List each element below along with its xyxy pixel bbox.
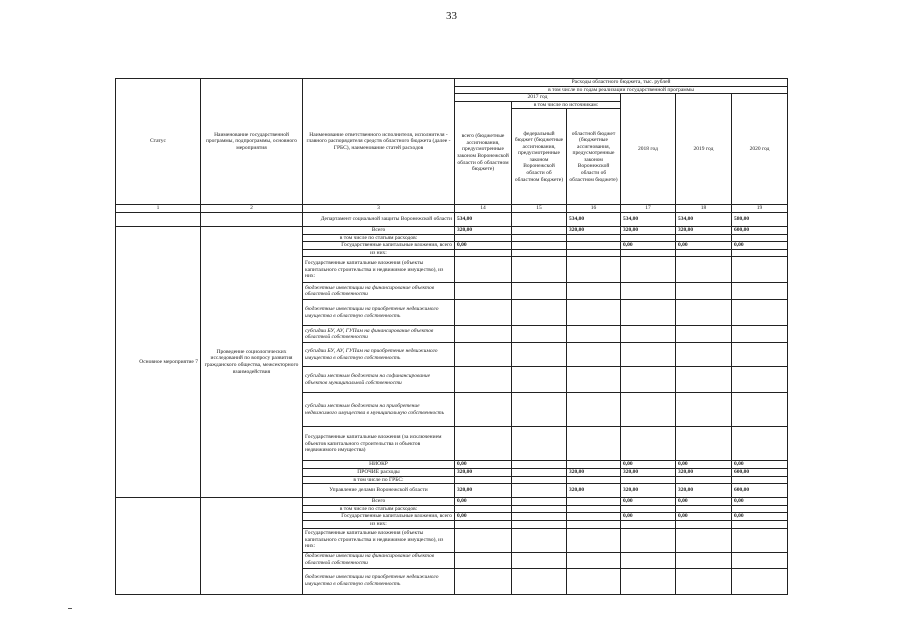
value-cell <box>621 552 676 568</box>
value-cell <box>676 520 732 528</box>
value-cell <box>621 257 676 283</box>
value-cell: 580,00 <box>732 212 788 226</box>
value-cell: 0,00 <box>455 242 512 250</box>
value-cell <box>512 461 567 469</box>
value-cell <box>512 552 567 568</box>
value-cell <box>512 242 567 250</box>
table-row <box>116 498 788 506</box>
value-cell <box>567 234 621 242</box>
value-cell <box>732 476 788 484</box>
value-cell: 320,00 <box>455 226 512 234</box>
empty-cell <box>201 212 303 226</box>
value-cell <box>512 343 567 367</box>
value-cell <box>621 283 676 300</box>
value-cell <box>732 234 788 242</box>
value-cell <box>512 468 567 476</box>
value-cell <box>567 300 621 326</box>
value-cell <box>455 249 512 257</box>
value-cell <box>676 234 732 242</box>
value-cell <box>621 476 676 484</box>
col-number: 17 <box>621 205 676 213</box>
value-cell <box>567 326 621 343</box>
value-cell <box>676 249 732 257</box>
header-by-sources: в том числе по источникам: <box>512 101 621 109</box>
value-cell <box>621 300 676 326</box>
value-cell <box>567 568 621 594</box>
value-cell <box>567 498 621 506</box>
value-cell <box>567 552 621 568</box>
value-cell <box>567 257 621 283</box>
value-cell <box>567 520 621 528</box>
value-cell: 320,00 <box>676 484 732 498</box>
header-status: Статус <box>116 79 201 205</box>
value-cell <box>455 326 512 343</box>
value-cell <box>512 427 567 461</box>
value-cell <box>732 326 788 343</box>
value-cell <box>567 343 621 367</box>
value-cell <box>512 476 567 484</box>
col-number: 15 <box>512 205 567 213</box>
value-cell: 534,00 <box>455 212 512 226</box>
value-cell: 0,00 <box>732 498 788 506</box>
col-number: 3 <box>303 205 455 213</box>
value-cell <box>455 476 512 484</box>
value-cell <box>732 300 788 326</box>
value-cell <box>676 257 732 283</box>
value-cell <box>621 505 676 513</box>
value-cell <box>455 505 512 513</box>
value-cell <box>512 283 567 300</box>
value-cell <box>512 257 567 283</box>
activity-status: Основное мероприятие 7 <box>116 226 201 497</box>
value-cell: 534,00 <box>676 212 732 226</box>
column-numbers-row <box>116 205 788 213</box>
value-cell: 534,00 <box>621 212 676 226</box>
value-cell <box>621 528 676 552</box>
row-label: субсидии БУ, АУ, ГУПам на финансирование объектов областной собственности <box>303 326 455 343</box>
value-cell: 0,00 <box>621 461 676 469</box>
empty-cell <box>116 212 201 226</box>
value-cell <box>455 393 512 427</box>
empty-cell <box>201 498 303 594</box>
value-cell <box>732 427 788 461</box>
row-label: Государственные капитальные вложения (за исключением объектов капитального строительства и объектов недвижимого имущества) <box>303 427 455 461</box>
value-cell <box>676 505 732 513</box>
value-cell <box>512 568 567 594</box>
col-number: 2 <box>201 205 303 213</box>
value-cell <box>455 568 512 594</box>
value-cell <box>676 568 732 594</box>
row-label: Государственные капитальные вложения (объекты капитального строительства и недвижимое имущество), из них: <box>303 257 455 283</box>
scan-mark <box>68 608 72 609</box>
value-cell: 0,00 <box>676 498 732 506</box>
value-cell <box>455 528 512 552</box>
row-label: бюджетные инвестиции на приобретение недвижимого имущества в областную собственность <box>303 568 455 594</box>
budget-table <box>115 78 788 595</box>
value-cell <box>621 249 676 257</box>
col-number: 1 <box>116 205 201 213</box>
row-label: субсидии местным бюджетам на софинансирование объектов муниципальной собственности <box>303 367 455 393</box>
value-cell <box>512 367 567 393</box>
value-cell: 0,00 <box>621 498 676 506</box>
value-cell: 0,00 <box>732 242 788 250</box>
value-cell <box>512 234 567 242</box>
value-cell <box>676 300 732 326</box>
value-cell <box>567 242 621 250</box>
value-cell <box>732 505 788 513</box>
value-cell <box>567 461 621 469</box>
value-cell <box>676 367 732 393</box>
value-cell <box>676 528 732 552</box>
value-cell <box>676 283 732 300</box>
value-cell <box>512 226 567 234</box>
value-cell <box>567 249 621 257</box>
row-label: в том числе по статьям расходов: <box>303 505 455 513</box>
value-cell <box>512 484 567 498</box>
value-cell <box>455 234 512 242</box>
value-cell: 0,00 <box>455 498 512 506</box>
value-cell: 0,00 <box>455 461 512 469</box>
value-cell <box>732 343 788 367</box>
value-cell: 600,00 <box>732 484 788 498</box>
value-cell <box>732 257 788 283</box>
row-label: ПРОЧИЕ расходы <box>303 468 455 476</box>
col-number: 18 <box>676 205 732 213</box>
department-label: Департамент социальной защиты Воронежской области <box>303 212 455 226</box>
value-cell <box>455 552 512 568</box>
value-cell <box>455 343 512 367</box>
value-cell <box>732 552 788 568</box>
value-cell <box>676 343 732 367</box>
row-label: Государственные капитальные вложения, всего <box>303 242 455 250</box>
value-cell: 320,00 <box>567 484 621 498</box>
value-cell: 320,00 <box>676 226 732 234</box>
value-cell <box>512 505 567 513</box>
value-cell <box>732 520 788 528</box>
value-cell <box>567 367 621 393</box>
value-cell: 0,00 <box>732 461 788 469</box>
value-cell <box>455 257 512 283</box>
value-cell: 320,00 <box>621 468 676 476</box>
row-label: Государственные капитальные вложения (объекты капитального строительства и недвижимое имущество), из них: <box>303 528 455 552</box>
value-cell <box>567 528 621 552</box>
table-row <box>116 226 788 234</box>
value-cell <box>567 513 621 521</box>
row-label: бюджетные инвестиции на финансирование объектов областной собственности <box>303 283 455 300</box>
department-row <box>116 212 788 226</box>
value-cell: 320,00 <box>621 226 676 234</box>
value-cell: 320,00 <box>455 484 512 498</box>
header-executor-name: Наименование ответственного исполнителя, исполнителя - главного распорядителя средств областного бюджета (далее - ГРБС), наименование статей расходов <box>303 79 455 205</box>
value-cell: 0,00 <box>676 513 732 521</box>
value-cell: 600,00 <box>732 468 788 476</box>
header-year-2017: 2017 год <box>455 94 621 102</box>
col-number: 16 <box>567 205 621 213</box>
value-cell <box>621 234 676 242</box>
value-cell <box>512 513 567 521</box>
value-cell <box>732 283 788 300</box>
value-cell <box>621 393 676 427</box>
value-cell <box>676 476 732 484</box>
header-year-2020: 2020 год <box>732 94 788 205</box>
value-cell <box>621 568 676 594</box>
row-label: НИОКР <box>303 461 455 469</box>
row-label: в том числе по ГРБС: <box>303 476 455 484</box>
header-total-2017: всего (бюджетные ассигнования, предусмотренные законом Воронежской области об областном бюджете) <box>455 101 512 205</box>
value-cell: 0,00 <box>455 513 512 521</box>
value-cell <box>676 552 732 568</box>
page-number: 33 <box>446 10 457 22</box>
row-label: из них: <box>303 520 455 528</box>
value-cell <box>732 528 788 552</box>
value-cell <box>621 520 676 528</box>
header-year-2019: 2019 год <box>676 94 732 205</box>
value-cell <box>512 498 567 506</box>
value-cell <box>512 249 567 257</box>
value-cell <box>512 393 567 427</box>
row-label: бюджетные инвестиции на финансирование объектов областной собственности <box>303 552 455 568</box>
col-number: 14 <box>455 205 512 213</box>
value-cell <box>512 300 567 326</box>
value-cell: 0,00 <box>676 242 732 250</box>
value-cell <box>567 393 621 427</box>
value-cell <box>455 283 512 300</box>
row-label: в том числе по статьям расходов: <box>303 234 455 242</box>
header-expenses: Расходы областного бюджета, тыс. рублей <box>455 79 788 87</box>
value-cell <box>732 568 788 594</box>
value-cell <box>455 520 512 528</box>
value-cell <box>512 212 567 226</box>
value-cell: 0,00 <box>621 513 676 521</box>
row-label: Управление делами Воронежской области <box>303 484 455 498</box>
value-cell <box>732 393 788 427</box>
value-cell <box>676 427 732 461</box>
value-cell: 320,00 <box>621 484 676 498</box>
value-cell <box>676 326 732 343</box>
value-cell <box>567 427 621 461</box>
value-cell: 320,00 <box>567 468 621 476</box>
value-cell: 0,00 <box>732 513 788 521</box>
value-cell <box>676 393 732 427</box>
value-cell: 600,00 <box>732 226 788 234</box>
value-cell: 0,00 <box>676 461 732 469</box>
value-cell <box>732 249 788 257</box>
row-label: Всего <box>303 498 455 506</box>
value-cell <box>621 367 676 393</box>
value-cell <box>621 343 676 367</box>
value-cell <box>512 520 567 528</box>
value-cell <box>455 300 512 326</box>
value-cell: 534,00 <box>567 212 621 226</box>
value-cell <box>621 427 676 461</box>
row-label: бюджетные инвестиции на приобретение недвижимого имущества в областную собственность <box>303 300 455 326</box>
row-label: Всего <box>303 226 455 234</box>
value-cell <box>455 367 512 393</box>
header-program-name: Наименование государственной программы, подпрограммы, основного мероприятия <box>201 79 303 205</box>
value-cell <box>567 505 621 513</box>
header-federal: федеральный бюджет (бюджетные ассигнования, предусмотренные законом Воронежской области об областном бюджете) <box>512 109 567 205</box>
value-cell <box>567 283 621 300</box>
value-cell <box>455 427 512 461</box>
header-regional: областной бюджет (бюджетные ассигнования, предусмотренные законом Воронежской области об областном бюджете) <box>567 109 621 205</box>
empty-cell <box>116 498 201 594</box>
value-cell <box>512 326 567 343</box>
value-cell <box>567 476 621 484</box>
row-label: субсидии БУ, АУ, ГУПам на приобретение недвижимого имущества в областную собственность <box>303 343 455 367</box>
value-cell <box>732 367 788 393</box>
row-label: субсидии местным бюджетам на приобретение недвижимого имущества в муниципальную собственность <box>303 393 455 427</box>
value-cell: 320,00 <box>567 226 621 234</box>
activity-name: Проведение социологических исследований по вопросу развития гражданского общества, межсекторного взаимодействия <box>201 226 303 497</box>
value-cell: 320,00 <box>455 468 512 476</box>
value-cell: 320,00 <box>676 468 732 476</box>
value-cell <box>621 326 676 343</box>
value-cell: 0,00 <box>621 242 676 250</box>
row-label: Государственные капитальные вложения, всего <box>303 513 455 521</box>
header-by-years: в том числе по годам реализации государственной программы <box>455 86 788 94</box>
value-cell <box>512 528 567 552</box>
col-number: 19 <box>732 205 788 213</box>
row-label: из них: <box>303 249 455 257</box>
header-year-2018: 2018 год <box>621 94 676 205</box>
